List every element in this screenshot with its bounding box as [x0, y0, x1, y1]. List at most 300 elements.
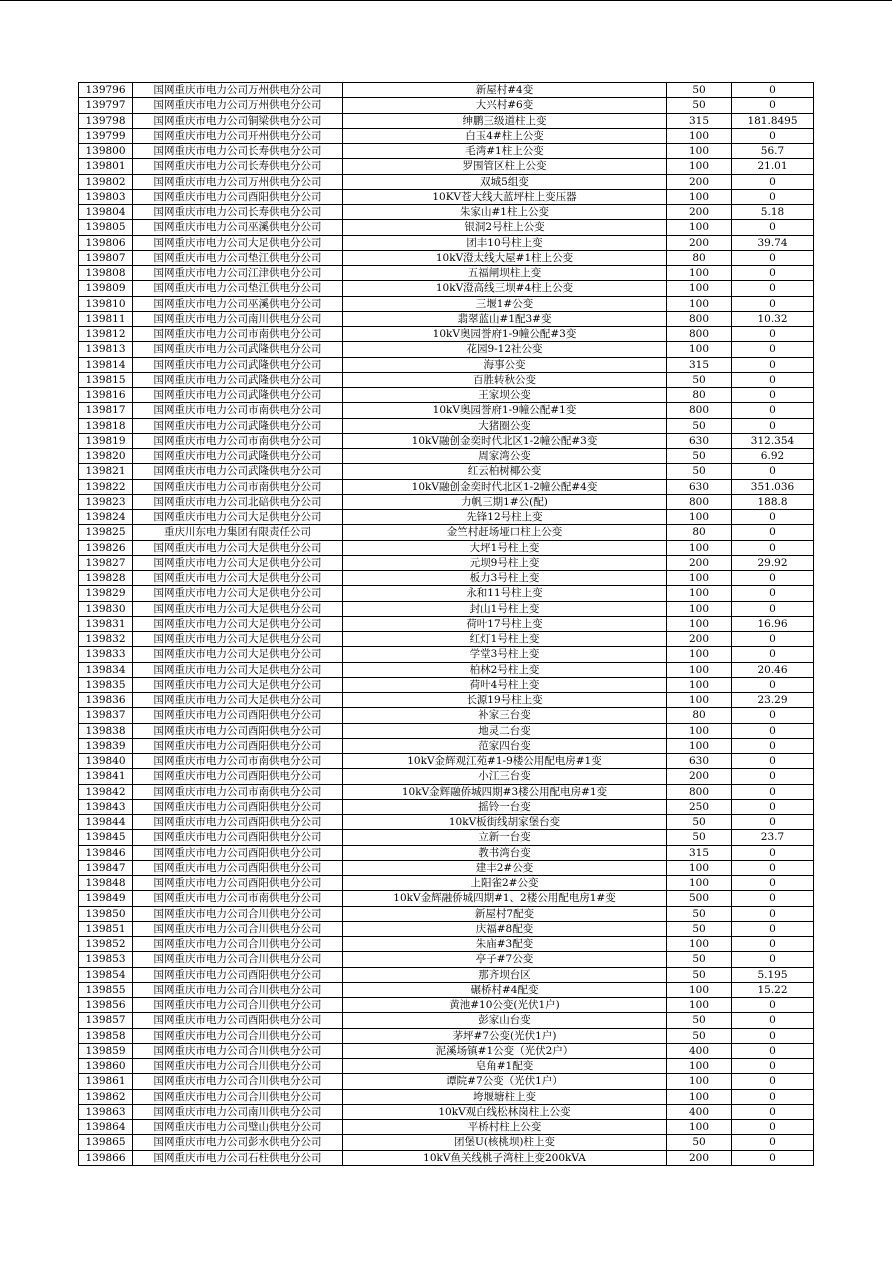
transformer-name-cell: 教书湾台变	[343, 845, 667, 860]
row-id-cell: 139834	[79, 662, 133, 677]
transformer-name-cell: 银洞2号柱上公变	[343, 220, 667, 235]
table-row	[79, 998, 814, 1013]
table-row	[79, 891, 814, 906]
capacity-cell: 100	[667, 693, 732, 708]
value-cell: 56.7	[732, 144, 814, 159]
row-id-cell: 139853	[79, 952, 133, 967]
transformer-name-cell: 红云柏树椰公变	[343, 464, 667, 479]
capacity-cell: 200	[667, 1150, 732, 1165]
capacity-cell: 100	[667, 1059, 732, 1074]
capacity-cell: 200	[667, 769, 732, 784]
company-cell: 国网重庆市电力公司铜梁供电分公司	[133, 113, 343, 128]
row-id-cell: 139862	[79, 1089, 133, 1104]
transformer-name-cell: 花园9-12社公变	[343, 342, 667, 357]
capacity-cell: 200	[667, 632, 732, 647]
table-row	[79, 235, 814, 250]
table-row	[79, 647, 814, 662]
transformer-name-cell: 力帆三期1#公(配)	[343, 494, 667, 509]
value-cell: 0	[732, 1059, 814, 1074]
company-cell: 国网重庆市电力公司市南供电分公司	[133, 433, 343, 448]
capacity-cell: 315	[667, 357, 732, 372]
row-id-cell: 139860	[79, 1059, 133, 1074]
value-cell: 23.7	[732, 830, 814, 845]
company-cell: 国网重庆市电力公司江津供电分公司	[133, 266, 343, 281]
company-cell: 国网重庆市电力公司合川供电分公司	[133, 982, 343, 997]
company-cell: 国网重庆市电力公司大足供电分公司	[133, 647, 343, 662]
value-cell: 0	[732, 769, 814, 784]
row-id-cell: 139804	[79, 205, 133, 220]
row-id-cell: 139807	[79, 250, 133, 265]
company-cell: 国网重庆市电力公司大足供电分公司	[133, 677, 343, 692]
capacity-cell: 200	[667, 555, 732, 570]
company-cell: 国网重庆市电力公司合川供电分公司	[133, 906, 343, 921]
capacity-cell: 100	[667, 616, 732, 631]
company-cell: 国网重庆市电力公司酉阳供电分公司	[133, 860, 343, 875]
transformer-name-cell: 荷叶4号柱上变	[343, 677, 667, 692]
value-cell: 0	[732, 647, 814, 662]
table-row	[79, 1104, 814, 1119]
capacity-cell: 315	[667, 113, 732, 128]
table-row	[79, 174, 814, 189]
table-row	[79, 449, 814, 464]
row-id-cell: 139861	[79, 1074, 133, 1089]
value-cell: 20.46	[732, 662, 814, 677]
value-cell: 0	[732, 1150, 814, 1165]
table-body	[79, 83, 814, 1166]
capacity-cell: 100	[667, 144, 732, 159]
value-cell: 0	[732, 891, 814, 906]
value-cell: 0	[732, 128, 814, 143]
company-cell: 国网重庆市电力公司南川供电分公司	[133, 1104, 343, 1119]
row-id-cell: 139839	[79, 738, 133, 753]
value-cell: 0	[732, 388, 814, 403]
company-cell: 国网重庆市电力公司酉阳供电分公司	[133, 769, 343, 784]
table-row	[79, 418, 814, 433]
company-cell: 国网重庆市电力公司合川供电分公司	[133, 1059, 343, 1074]
company-cell: 重庆川东电力集团有限责任公司	[133, 525, 343, 540]
value-cell: 0	[732, 403, 814, 418]
value-cell: 0	[732, 601, 814, 616]
company-cell: 国网重庆市电力公司市南供电分公司	[133, 784, 343, 799]
table-row	[79, 1059, 814, 1074]
value-cell: 10.32	[732, 311, 814, 326]
company-cell: 国网重庆市电力公司大足供电分公司	[133, 235, 343, 250]
table-row	[79, 205, 814, 220]
value-cell: 0	[732, 723, 814, 738]
transformer-name-cell: 长源19号柱上变	[343, 693, 667, 708]
row-id-cell: 139837	[79, 708, 133, 723]
table-row	[79, 281, 814, 296]
row-id-cell: 139832	[79, 632, 133, 647]
value-cell: 0	[732, 1013, 814, 1028]
capacity-cell: 630	[667, 754, 732, 769]
table-row	[79, 555, 814, 570]
row-id-cell: 139808	[79, 266, 133, 281]
company-cell: 国网重庆市电力公司长寿供电分公司	[133, 144, 343, 159]
capacity-cell: 100	[667, 586, 732, 601]
company-cell: 国网重庆市电力公司酉阳供电分公司	[133, 1013, 343, 1028]
table-row	[79, 769, 814, 784]
value-cell: 0	[732, 525, 814, 540]
row-id-cell: 139818	[79, 418, 133, 433]
capacity-cell: 800	[667, 784, 732, 799]
row-id-cell: 139856	[79, 998, 133, 1013]
value-cell: 0	[732, 327, 814, 342]
row-id-cell: 139846	[79, 845, 133, 860]
capacity-cell: 100	[667, 998, 732, 1013]
transformer-name-cell: 板力3号柱上变	[343, 571, 667, 586]
row-id-cell: 139826	[79, 540, 133, 555]
table-row	[79, 342, 814, 357]
transformer-name-cell: 百胜转秋公变	[343, 372, 667, 387]
value-cell: 312.354	[732, 433, 814, 448]
value-cell: 0	[732, 1135, 814, 1150]
row-id-cell: 139827	[79, 555, 133, 570]
value-cell: 0	[732, 189, 814, 204]
transformer-name-cell: 茅坪#7公变(光伏1户)	[343, 1028, 667, 1043]
capacity-cell: 50	[667, 372, 732, 387]
transformer-name-cell: 上阳雀2#公变	[343, 876, 667, 891]
table-row	[79, 327, 814, 342]
company-cell: 国网重庆市电力公司武隆供电分公司	[133, 449, 343, 464]
capacity-cell: 200	[667, 205, 732, 220]
row-id-cell: 139835	[79, 677, 133, 692]
company-cell: 国网重庆市电力公司市南供电分公司	[133, 754, 343, 769]
value-cell: 0	[732, 738, 814, 753]
row-id-cell: 139803	[79, 189, 133, 204]
row-id-cell: 139817	[79, 403, 133, 418]
transformer-name-cell: 谭院#7公变（光伏1户）	[343, 1074, 667, 1089]
table-row	[79, 723, 814, 738]
value-cell: 0	[732, 860, 814, 875]
company-cell: 国网重庆市电力公司垫江供电分公司	[133, 250, 343, 265]
company-cell: 国网重庆市电力公司大足供电分公司	[133, 616, 343, 631]
capacity-cell: 100	[667, 937, 732, 952]
row-id-cell: 139811	[79, 311, 133, 326]
value-cell: 0	[732, 876, 814, 891]
table-row	[79, 860, 814, 875]
capacity-cell: 100	[667, 281, 732, 296]
row-id-cell: 139848	[79, 876, 133, 891]
row-id-cell: 139814	[79, 357, 133, 372]
row-id-cell: 139819	[79, 433, 133, 448]
row-id-cell: 139843	[79, 799, 133, 814]
value-cell: 0	[732, 1043, 814, 1058]
row-id-cell: 139859	[79, 1043, 133, 1058]
company-cell: 国网重庆市电力公司北碚供电分公司	[133, 494, 343, 509]
company-cell: 国网重庆市电力公司大足供电分公司	[133, 601, 343, 616]
value-cell: 0	[732, 464, 814, 479]
table-row	[79, 815, 814, 830]
transformer-name-cell: 大坪1号柱上变	[343, 540, 667, 555]
transformer-name-cell: 团丰10号柱上变	[343, 235, 667, 250]
transformer-name-cell: 大猪圈公变	[343, 418, 667, 433]
transformer-name-cell: 庆福#8配变	[343, 921, 667, 936]
table-row	[79, 250, 814, 265]
row-id-cell: 139796	[79, 83, 133, 98]
transformer-name-cell: 10kV金辉融侨城四期#3楼公用配电房#1变	[343, 784, 667, 799]
company-cell: 国网重庆市电力公司大足供电分公司	[133, 571, 343, 586]
transformer-name-cell: 地灵二台变	[343, 723, 667, 738]
table-row	[79, 967, 814, 982]
transformer-name-cell: 永和11号柱上变	[343, 586, 667, 601]
row-id-cell: 139823	[79, 494, 133, 509]
company-cell: 国网重庆市电力公司武隆供电分公司	[133, 418, 343, 433]
company-cell: 国网重庆市电力公司合川供电分公司	[133, 1089, 343, 1104]
capacity-cell: 50	[667, 815, 732, 830]
table-row	[79, 113, 814, 128]
transformer-name-cell: 毛湾#1柱上公变	[343, 144, 667, 159]
transformer-name-cell: 平桥村柱上公变	[343, 1120, 667, 1135]
value-cell: 0	[732, 98, 814, 113]
value-cell: 0	[732, 540, 814, 555]
capacity-cell: 50	[667, 418, 732, 433]
value-cell: 0	[732, 296, 814, 311]
capacity-cell: 100	[667, 601, 732, 616]
transformer-name-cell: 黄池#10公变(光伏1户)	[343, 998, 667, 1013]
transformer-name-cell: 海事公变	[343, 357, 667, 372]
value-cell: 0	[732, 418, 814, 433]
row-id-cell: 139809	[79, 281, 133, 296]
capacity-cell: 100	[667, 860, 732, 875]
transformer-name-cell: 元坝9号柱上变	[343, 555, 667, 570]
capacity-cell: 100	[667, 723, 732, 738]
value-cell: 0	[732, 937, 814, 952]
table-row	[79, 479, 814, 494]
capacity-cell: 500	[667, 891, 732, 906]
capacity-cell: 400	[667, 1043, 732, 1058]
row-id-cell: 139829	[79, 586, 133, 601]
capacity-cell: 100	[667, 189, 732, 204]
value-cell: 0	[732, 1089, 814, 1104]
capacity-cell: 200	[667, 174, 732, 189]
transformer-name-cell: 垮堰塘柱上变	[343, 1089, 667, 1104]
table-row	[79, 494, 814, 509]
transformer-name-cell: 红灯1号柱上变	[343, 632, 667, 647]
row-id-cell: 139865	[79, 1135, 133, 1150]
company-cell: 国网重庆市电力公司垫江供电分公司	[133, 281, 343, 296]
value-cell: 0	[732, 998, 814, 1013]
capacity-cell: 630	[667, 479, 732, 494]
transformer-name-cell: 先锋12号柱上变	[343, 510, 667, 525]
value-cell: 0	[732, 372, 814, 387]
row-id-cell: 139824	[79, 510, 133, 525]
company-cell: 国网重庆市电力公司巫溪供电分公司	[133, 296, 343, 311]
value-cell: 0	[732, 510, 814, 525]
capacity-cell: 100	[667, 1120, 732, 1135]
transformer-name-cell: 碾桥村#4配变	[343, 982, 667, 997]
value-cell: 0	[732, 1104, 814, 1119]
value-cell: 0	[732, 952, 814, 967]
row-id-cell: 139842	[79, 784, 133, 799]
row-id-cell: 139866	[79, 1150, 133, 1165]
table-row	[79, 128, 814, 143]
capacity-cell: 100	[667, 876, 732, 891]
table-row	[79, 1043, 814, 1058]
company-cell: 国网重庆市电力公司南川供电分公司	[133, 311, 343, 326]
row-id-cell: 139836	[79, 693, 133, 708]
company-cell: 国网重庆市电力公司合川供电分公司	[133, 1043, 343, 1058]
row-id-cell: 139840	[79, 754, 133, 769]
value-cell: 0	[732, 250, 814, 265]
transformer-name-cell: 泥溪场镇#1公变（光伏2户）	[343, 1043, 667, 1058]
transformer-name-cell: 10KV苍大线大蓝坪柱上变压器	[343, 189, 667, 204]
table-row	[79, 784, 814, 799]
transformer-name-cell: 朱家山#1柱上公变	[343, 205, 667, 220]
row-id-cell: 139810	[79, 296, 133, 311]
row-id-cell: 139805	[79, 220, 133, 235]
company-cell: 国网重庆市电力公司酉阳供电分公司	[133, 845, 343, 860]
value-cell: 0	[732, 571, 814, 586]
value-cell: 0	[732, 220, 814, 235]
company-cell: 国网重庆市电力公司酉阳供电分公司	[133, 189, 343, 204]
transformer-name-cell: 荷叶17号柱上变	[343, 616, 667, 631]
table-row	[79, 510, 814, 525]
row-id-cell: 139815	[79, 372, 133, 387]
company-cell: 国网重庆市电力公司酉阳供电分公司	[133, 815, 343, 830]
row-id-cell: 139857	[79, 1013, 133, 1028]
table-row	[79, 876, 814, 891]
table-row	[79, 738, 814, 753]
value-cell: 0	[732, 1074, 814, 1089]
capacity-cell: 800	[667, 311, 732, 326]
transformer-name-cell: 10kV金辉观江苑#1-9楼公用配电房#1变	[343, 754, 667, 769]
table-row	[79, 1028, 814, 1043]
row-id-cell: 139858	[79, 1028, 133, 1043]
transformer-name-cell: 大兴村#6变	[343, 98, 667, 113]
capacity-cell: 100	[667, 296, 732, 311]
table-row	[79, 921, 814, 936]
capacity-cell: 100	[667, 982, 732, 997]
value-cell: 29.92	[732, 555, 814, 570]
transformer-name-cell: 朱庙#3配变	[343, 937, 667, 952]
row-id-cell: 139849	[79, 891, 133, 906]
capacity-cell: 630	[667, 433, 732, 448]
value-cell: 23.29	[732, 693, 814, 708]
company-cell: 国网重庆市电力公司武隆供电分公司	[133, 464, 343, 479]
value-cell: 6.92	[732, 449, 814, 464]
transformer-name-cell: 五福闸坝柱上变	[343, 266, 667, 281]
capacity-cell: 800	[667, 494, 732, 509]
value-cell: 16.96	[732, 616, 814, 631]
row-id-cell: 139806	[79, 235, 133, 250]
row-id-cell: 139841	[79, 769, 133, 784]
capacity-cell: 50	[667, 952, 732, 967]
company-cell: 国网重庆市电力公司长寿供电分公司	[133, 159, 343, 174]
row-id-cell: 139864	[79, 1120, 133, 1135]
table-row	[79, 189, 814, 204]
row-id-cell: 139828	[79, 571, 133, 586]
company-cell: 国网重庆市电力公司市南供电分公司	[133, 403, 343, 418]
company-cell: 国网重庆市电力公司酉阳供电分公司	[133, 876, 343, 891]
row-id-cell: 139855	[79, 982, 133, 997]
capacity-cell: 50	[667, 830, 732, 845]
company-cell: 国网重庆市电力公司武隆供电分公司	[133, 342, 343, 357]
capacity-cell: 50	[667, 98, 732, 113]
transformer-name-cell: 彭家山台变	[343, 1013, 667, 1028]
value-cell: 0	[732, 754, 814, 769]
value-cell: 188.8	[732, 494, 814, 509]
transformer-name-cell: 10kV板街线胡家堡台变	[343, 815, 667, 830]
value-cell: 0	[732, 799, 814, 814]
transformer-name-cell: 新屋村#4变	[343, 83, 667, 98]
row-id-cell: 139838	[79, 723, 133, 738]
capacity-cell: 50	[667, 1028, 732, 1043]
transformer-name-cell: 双城5组变	[343, 174, 667, 189]
transformer-name-cell: 建丰2#公变	[343, 860, 667, 875]
table-row	[79, 830, 814, 845]
company-cell: 国网重庆市电力公司合川供电分公司	[133, 998, 343, 1013]
capacity-cell: 100	[667, 647, 732, 662]
company-cell: 国网重庆市电力公司武隆供电分公司	[133, 372, 343, 387]
transformer-name-cell: 10kV澄太线大屋#1柱上公变	[343, 250, 667, 265]
transformer-name-cell: 翡翠蓝山#1配3#变	[343, 311, 667, 326]
transformer-name-cell: 罗围管区柱上公变	[343, 159, 667, 174]
row-id-cell: 139821	[79, 464, 133, 479]
table-row	[79, 1120, 814, 1135]
transformer-name-cell: 团堡U(核桃坝)柱上变	[343, 1135, 667, 1150]
row-id-cell: 139844	[79, 815, 133, 830]
company-cell: 国网重庆市电力公司大足供电分公司	[133, 540, 343, 555]
value-cell: 0	[732, 677, 814, 692]
table-row	[79, 982, 814, 997]
table-row	[79, 601, 814, 616]
transformer-name-cell: 10kV融创金奕时代北区1-2幢公配#4变	[343, 479, 667, 494]
capacity-cell: 80	[667, 250, 732, 265]
capacity-cell: 100	[667, 220, 732, 235]
table-row	[79, 388, 814, 403]
company-cell: 国网重庆市电力公司市南供电分公司	[133, 891, 343, 906]
value-cell: 0	[732, 266, 814, 281]
value-cell: 0	[732, 906, 814, 921]
capacity-cell: 800	[667, 327, 732, 342]
company-cell: 国网重庆市电力公司大足供电分公司	[133, 662, 343, 677]
table-row	[79, 754, 814, 769]
capacity-cell: 80	[667, 708, 732, 723]
company-cell: 国网重庆市电力公司武隆供电分公司	[133, 357, 343, 372]
capacity-cell: 50	[667, 1135, 732, 1150]
value-cell: 0	[732, 174, 814, 189]
transformer-table	[78, 82, 814, 1166]
table-row	[79, 433, 814, 448]
table-row	[79, 1074, 814, 1089]
company-cell: 国网重庆市电力公司大足供电分公司	[133, 555, 343, 570]
capacity-cell: 100	[667, 159, 732, 174]
capacity-cell: 50	[667, 967, 732, 982]
transformer-name-cell: 白玉4#柱上公变	[343, 128, 667, 143]
transformer-name-cell: 10kV鱼关线桃子湾柱上变200kVA	[343, 1150, 667, 1165]
value-cell: 351.036	[732, 479, 814, 494]
table-row	[79, 357, 814, 372]
company-cell: 国网重庆市电力公司大足供电分公司	[133, 586, 343, 601]
capacity-cell: 50	[667, 1013, 732, 1028]
capacity-cell: 100	[667, 1089, 732, 1104]
row-id-cell: 139851	[79, 921, 133, 936]
row-id-cell: 139847	[79, 860, 133, 875]
table-row	[79, 403, 814, 418]
transformer-name-cell: 立新一台变	[343, 830, 667, 845]
company-cell: 国网重庆市电力公司合川供电分公司	[133, 1074, 343, 1089]
company-cell: 国网重庆市电力公司万州供电分公司	[133, 83, 343, 98]
table-row	[79, 144, 814, 159]
value-cell: 0	[732, 1120, 814, 1135]
capacity-cell: 50	[667, 83, 732, 98]
value-cell: 0	[732, 845, 814, 860]
table-row	[79, 1150, 814, 1165]
table-row	[79, 799, 814, 814]
table-row	[79, 693, 814, 708]
capacity-cell: 100	[667, 266, 732, 281]
